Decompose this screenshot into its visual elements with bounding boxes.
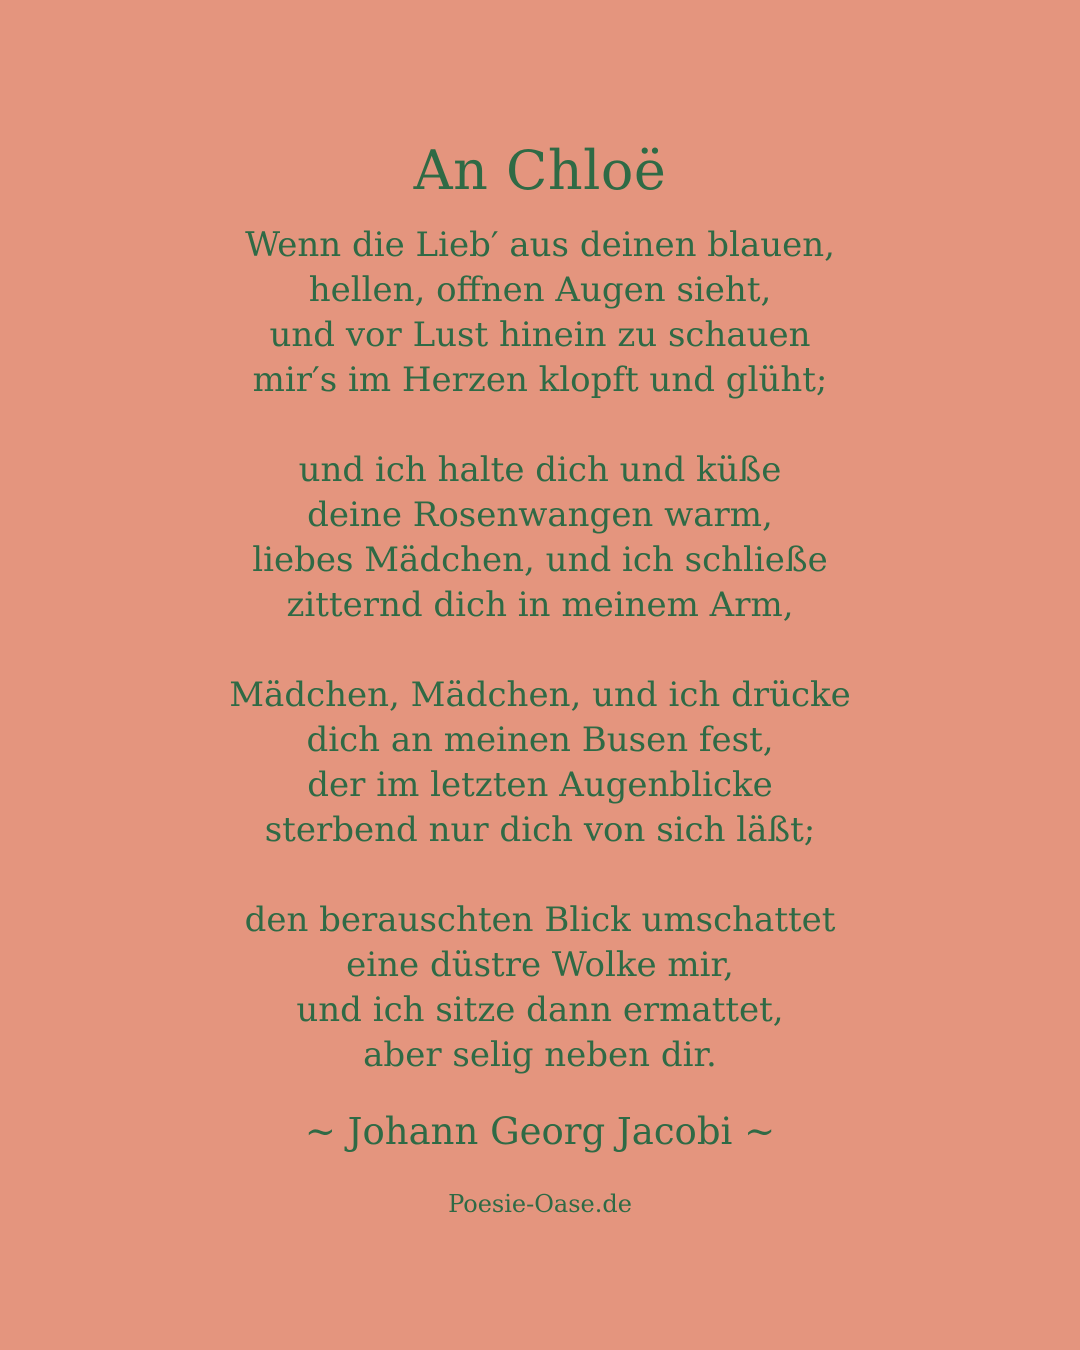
poem-author: ~ Johann Georg Jacobi ~ bbox=[304, 1110, 776, 1153]
poem-title: An Chloë bbox=[413, 139, 667, 202]
poem-line: eine düstre Wolke mir, bbox=[346, 945, 734, 985]
poem-line: und ich sitze dann ermattet, bbox=[296, 990, 784, 1030]
poem-line: und vor Lust hinein zu schauen bbox=[269, 315, 811, 355]
poem-line: der im letzten Augenblicke bbox=[307, 765, 773, 805]
poem-line: mir′s im Herzen klopft und glüht; bbox=[252, 360, 828, 400]
stanza-2 bbox=[0, 448, 1080, 628]
poem-line: liebes Mädchen, und ich schließe bbox=[252, 540, 828, 580]
poem-line: aber selig neben dir. bbox=[363, 1035, 717, 1075]
poem-line: und ich halte dich und küße bbox=[298, 450, 782, 490]
poem-line: hellen, offnen Augen sieht, bbox=[308, 270, 772, 310]
poem-line: Mädchen, Mädchen, und ich drücke bbox=[229, 675, 851, 715]
poem-line: den berauschten Blick umschattet bbox=[244, 900, 836, 940]
stanza-1 bbox=[0, 223, 1080, 403]
poem-line: zitternd dich in meinem Arm, bbox=[286, 585, 794, 625]
poem-line: sterbend nur dich von sich läßt; bbox=[264, 810, 816, 850]
site-credit: Poesie-Oase.de bbox=[448, 1190, 632, 1218]
poem-line: Wenn die Lieb′ aus deinen blauen, bbox=[245, 225, 835, 265]
stanza-4 bbox=[0, 898, 1080, 1078]
poem-line: deine Rosenwangen warm, bbox=[307, 495, 773, 535]
poem-line: dich an meinen Busen fest, bbox=[306, 720, 774, 760]
stanza-3 bbox=[0, 673, 1080, 853]
